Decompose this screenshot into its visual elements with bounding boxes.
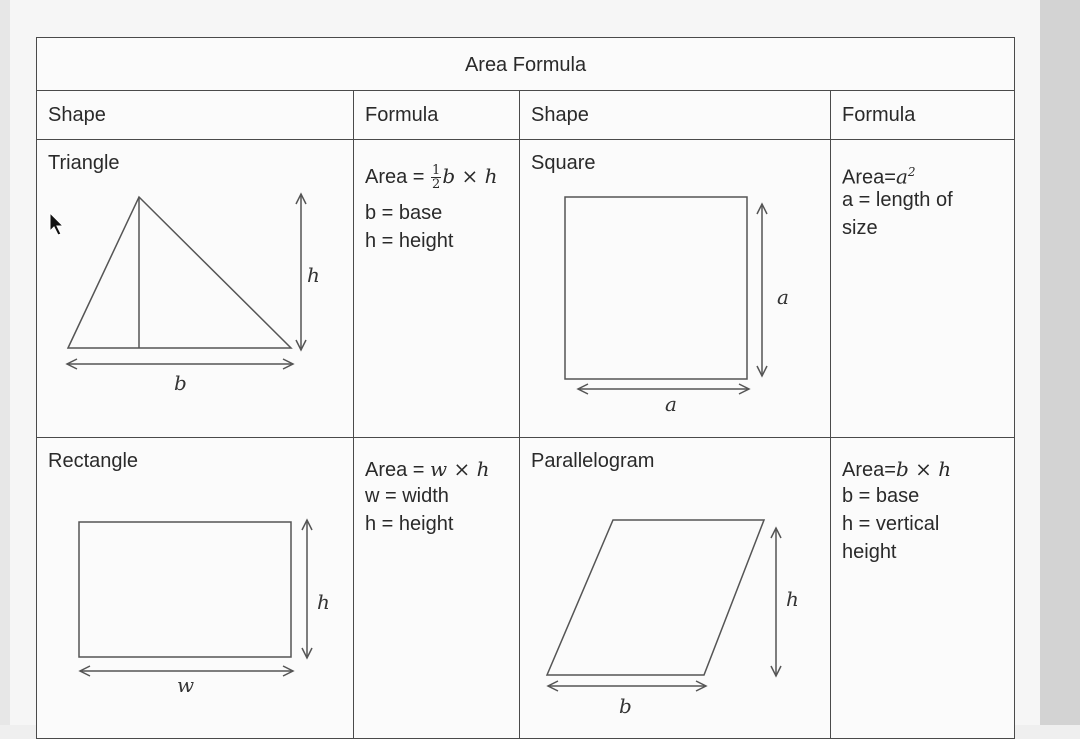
square-shape-cell bbox=[520, 140, 831, 438]
parallelogram-shape-cell bbox=[520, 438, 831, 739]
square-side-label-bottom: a bbox=[665, 392, 677, 416]
triangle-formula-cell bbox=[354, 140, 520, 438]
window-scroll-gutter[interactable] bbox=[1040, 0, 1080, 725]
mouse-pointer-icon bbox=[49, 212, 65, 236]
table-row bbox=[37, 140, 1015, 438]
rectangle-formula-cell bbox=[354, 438, 520, 739]
header-formula: Formula bbox=[354, 91, 520, 140]
square-outline bbox=[565, 197, 747, 379]
triangle-outline bbox=[68, 197, 291, 348]
rectangle-var-w: w = width bbox=[365, 485, 449, 507]
rectangle-width-label: w bbox=[177, 673, 195, 697]
parallelogram-var-h: h = vertical bbox=[842, 513, 940, 535]
fraction-one-half: $\frac{1}{2}$ bbox=[432, 163, 441, 193]
parallelogram-base-label: b bbox=[619, 694, 632, 718]
parallelogram-label: Parallelogram bbox=[531, 450, 655, 472]
left-margin bbox=[0, 0, 10, 725]
triangle-height-label: h bbox=[307, 263, 320, 287]
parallelogram-formula: Area=b × h bbox=[842, 457, 952, 481]
triangle-shape-cell bbox=[37, 140, 354, 438]
header-formula-2: Formula bbox=[831, 91, 1015, 140]
triangle-formula: Area = $\frac{1}{2}$ b × h bbox=[365, 163, 498, 193]
triangle-label: Triangle bbox=[48, 152, 120, 174]
parallelogram-var-h-cont: height bbox=[842, 541, 897, 563]
header-shape-2: Shape bbox=[520, 91, 831, 140]
square-var-a: a = length of bbox=[842, 189, 953, 211]
header-shape: Shape bbox=[37, 91, 354, 140]
parallelogram-var-b: b = base bbox=[842, 485, 920, 507]
rectangle-height-label: h bbox=[317, 590, 330, 614]
triangle-diagram bbox=[37, 140, 354, 437]
rectangle-shape-cell bbox=[37, 438, 354, 739]
square-var-a-cont: size bbox=[842, 217, 878, 239]
parallelogram-outline bbox=[547, 520, 764, 675]
square-formula-cell bbox=[831, 140, 1015, 438]
triangle-var-b: b = base bbox=[365, 202, 443, 224]
rectangle-outline bbox=[79, 522, 291, 657]
rectangle-var-h: h = height bbox=[365, 513, 454, 535]
triangle-var-h: h = height bbox=[365, 230, 454, 252]
square-label: Square bbox=[531, 152, 596, 174]
rectangle-diagram bbox=[37, 438, 354, 738]
triangle-base-label: b bbox=[174, 371, 187, 395]
parallelogram-height-label: h bbox=[786, 587, 799, 611]
rectangle-label: Rectangle bbox=[48, 450, 139, 472]
square-diagram bbox=[520, 140, 831, 437]
square-formula: $Area=a^2$ bbox=[842, 164, 916, 189]
parallelogram-formula-cell bbox=[831, 438, 1015, 739]
area-formula-table bbox=[36, 37, 1015, 739]
table-row bbox=[37, 438, 1015, 739]
header-row bbox=[37, 91, 1015, 140]
table-title: Area Formula bbox=[37, 38, 1015, 91]
rectangle-formula: Area = w × h bbox=[365, 457, 490, 481]
square-side-label-right: a bbox=[777, 285, 789, 309]
parallelogram-diagram bbox=[520, 438, 831, 738]
